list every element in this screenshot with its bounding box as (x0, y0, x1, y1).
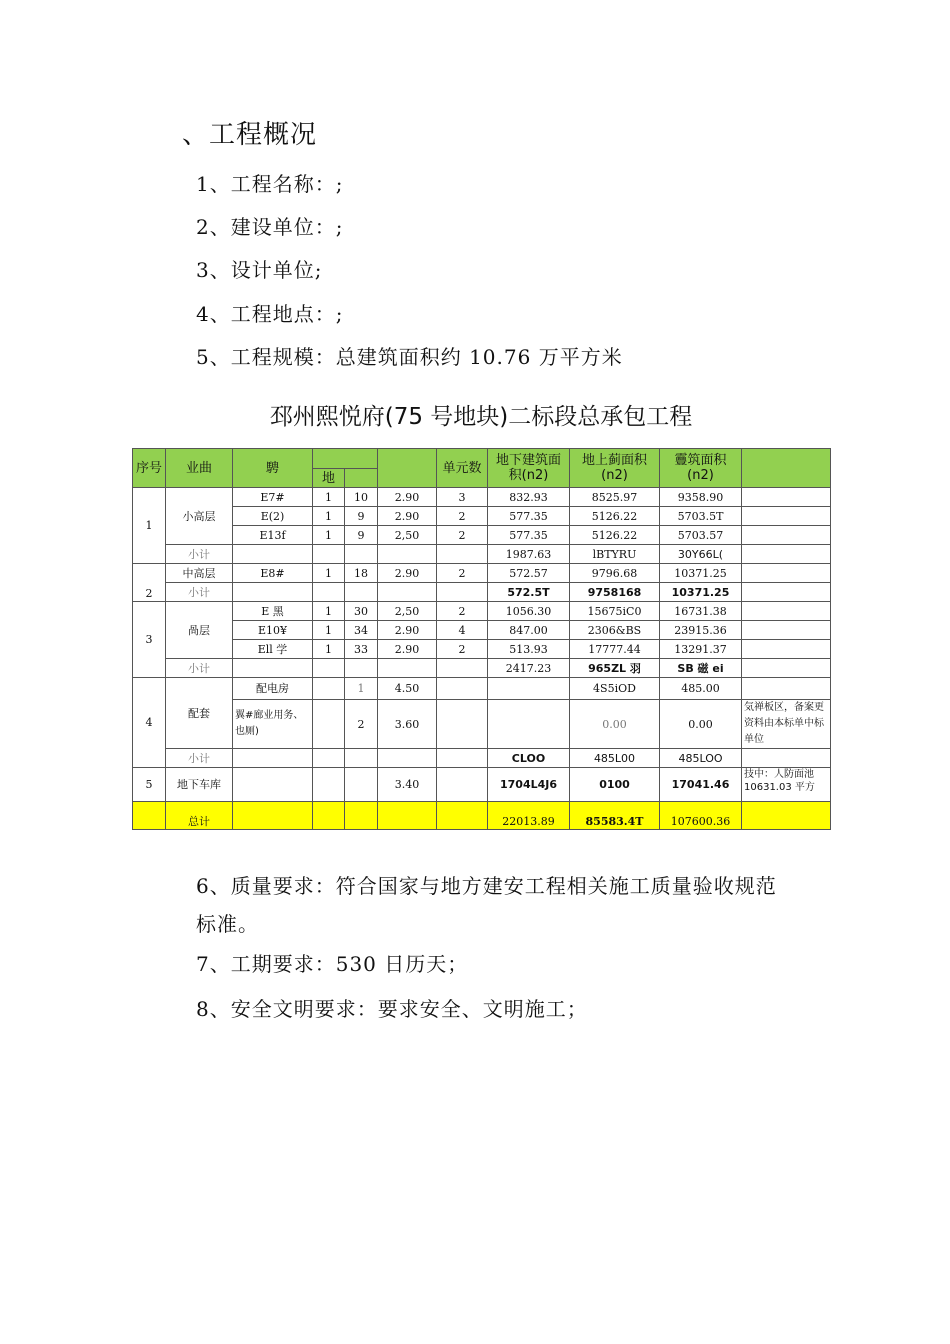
table-cell: 9758168 (570, 583, 660, 602)
table-cell: 0100 (570, 768, 660, 802)
table-cell (233, 659, 313, 678)
table-cell: 9 (345, 526, 378, 545)
table-cell (437, 678, 488, 700)
table-cell: 107600.36 (660, 802, 742, 830)
table-cell (378, 545, 437, 564)
table-cell: 16731.38 (660, 602, 742, 621)
table-cell: 1987.63 (488, 545, 570, 564)
table-row (133, 621, 831, 640)
table-row (133, 768, 831, 802)
table-cell: 33 (345, 640, 378, 659)
table-cell: 小计 (166, 659, 233, 678)
table-cell (345, 545, 378, 564)
table-cell (742, 507, 831, 526)
table-cell: 5703.5T (660, 507, 742, 526)
table-cell: 1 (313, 564, 345, 583)
table-cell: 0.00 (570, 700, 660, 749)
table-cell (313, 802, 345, 830)
table-row (133, 526, 831, 545)
header-height (378, 449, 437, 488)
item-quality: 6、质量要求：符合国家与地方建安工程相关施工质量验收规范 (196, 874, 777, 898)
table-cell (313, 678, 345, 700)
table-cell: 2 (345, 700, 378, 749)
table-cell: 832.93 (488, 488, 570, 507)
table-cell: 17777.44 (570, 640, 660, 659)
subtotal-row (133, 749, 831, 768)
header-sub-blank (345, 469, 378, 488)
table-cell (742, 621, 831, 640)
table-cell: 技中：人防面池10631.03 平方 (742, 768, 831, 802)
table-cell (378, 749, 437, 768)
table-cell: 513.93 (488, 640, 570, 659)
header-building: 騁 (233, 449, 313, 488)
table-cell (437, 583, 488, 602)
table-cell (313, 749, 345, 768)
table-cell (742, 802, 831, 830)
table-cell: 1 (313, 621, 345, 640)
table-cell: 9796.68 (570, 564, 660, 583)
table-cell: 17041.46 (660, 768, 742, 802)
table-cell (742, 749, 831, 768)
table-cell (233, 768, 313, 802)
table-cell (742, 678, 831, 700)
table-cell: 配电房 (233, 678, 313, 700)
table-cell: 485.00 (660, 678, 742, 700)
table-cell: 9 (345, 507, 378, 526)
table-cell: 13291.37 (660, 640, 742, 659)
table-cell: Ell 学 (233, 640, 313, 659)
table-cell (742, 602, 831, 621)
table-cell: 22013.89 (488, 802, 570, 830)
table-cell: 3.60 (378, 700, 437, 749)
table-cell: 5703.57 (660, 526, 742, 545)
table-cell: 中高层 (166, 564, 233, 583)
group-seq: 1 (133, 488, 166, 564)
table-cell: 30 (345, 602, 378, 621)
table-cell: 10371.25 (660, 583, 742, 602)
table-title: 邳州熙悦府(75 号地块)二标段总承包工程 (269, 404, 693, 430)
table-cell (313, 545, 345, 564)
table-cell: 9358.90 (660, 488, 742, 507)
table-cell: 2.90 (378, 640, 437, 659)
table-cell: E7# (233, 488, 313, 507)
table-cell (437, 749, 488, 768)
table-cell: 572.5T (488, 583, 570, 602)
table-cell: CLOO (488, 749, 570, 768)
table-cell: 翼#廊业用务、也厕) (233, 700, 313, 749)
table-cell: E10¥ (233, 621, 313, 640)
table-cell: 3.40 (378, 768, 437, 802)
table-cell (233, 583, 313, 602)
table-cell: 4 (133, 678, 166, 768)
table-row (133, 678, 831, 700)
table-cell: 485L00 (570, 749, 660, 768)
table-cell: 2.90 (378, 488, 437, 507)
item-scale: 5、工程规模：总建筑面积约 10.76 万平方米 (196, 345, 623, 369)
table-cell (742, 564, 831, 583)
table-cell: 1 (313, 507, 345, 526)
table-cell: 965ZL 羽 (570, 659, 660, 678)
table-cell (345, 659, 378, 678)
table-cell: 2 (437, 602, 488, 621)
table-row (133, 640, 831, 659)
table-cell: E13f (233, 526, 313, 545)
table-cell (488, 678, 570, 700)
table-cell: 4 (437, 621, 488, 640)
header-above-area: 地上蓟面积(n2) (570, 449, 660, 488)
table-cell: 0.00 (660, 700, 742, 749)
table-cell: 10371.25 (660, 564, 742, 583)
table-cell: 总计 (166, 802, 233, 830)
item-location: 4、工程地点：; (196, 302, 344, 326)
table-cell: E(2) (233, 507, 313, 526)
table-cell (233, 749, 313, 768)
table-cell (313, 659, 345, 678)
table-cell: 577.35 (488, 507, 570, 526)
table-cell (313, 700, 345, 749)
table-cell: 485LOO (660, 749, 742, 768)
table-cell: 1056.30 (488, 602, 570, 621)
item-designer: 3、设计单位; (196, 258, 323, 282)
table-cell: SB 磁 ei (660, 659, 742, 678)
table-cell (133, 802, 166, 830)
table-cell (742, 640, 831, 659)
table-row (133, 507, 831, 526)
table-cell: 5 (133, 768, 166, 802)
table-cell: 2 (133, 564, 166, 602)
table-cell (437, 802, 488, 830)
header-underground-area: 地下建筑面积(n2) (488, 449, 570, 488)
table-cell: 3 (133, 602, 166, 678)
table-row (133, 564, 831, 583)
table-cell (742, 545, 831, 564)
table-cell: 2.90 (378, 564, 437, 583)
table-cell: 小计 (166, 545, 233, 564)
table-cell: 5126.22 (570, 526, 660, 545)
table-cell: 1 (313, 488, 345, 507)
subtotal-row (133, 545, 831, 564)
table-cell: 10 (345, 488, 378, 507)
table-cell (437, 700, 488, 749)
table-cell: 地下车库 (166, 768, 233, 802)
table-cell (233, 545, 313, 564)
table-cell (345, 768, 378, 802)
table-cell (742, 488, 831, 507)
table-cell: 2 (437, 564, 488, 583)
total-row (133, 802, 831, 830)
subtotal-row (133, 583, 831, 602)
table-cell: 572.57 (488, 564, 570, 583)
table-cell (437, 659, 488, 678)
table-row (133, 602, 831, 621)
table-cell: lBTYRU (570, 545, 660, 564)
table-cell (378, 659, 437, 678)
table-cell: 気禅板区，备案更资料由本标单中标单位 (742, 700, 831, 749)
section-heading: 、工程概况 (182, 120, 318, 150)
table-cell: 2306&BS (570, 621, 660, 640)
table-cell (742, 526, 831, 545)
header-seq: 序号 (133, 449, 166, 488)
table-cell: 配套 (166, 678, 233, 749)
item-project-name: 1、工程名称：; (196, 172, 344, 196)
item-quality-cont: 标准。 (196, 912, 259, 936)
subtotal-row (133, 659, 831, 678)
table-cell (488, 700, 570, 749)
header-units: 单元数 (437, 449, 488, 488)
table-cell: 2,50 (378, 602, 437, 621)
table-cell (313, 768, 345, 802)
table-cell: 2 (437, 640, 488, 659)
table-cell: 34 (345, 621, 378, 640)
table-cell: 小计 (166, 749, 233, 768)
item-safety: 8、安全文明要求：要求安全、文明施工； (196, 997, 588, 1021)
table-cell (378, 802, 437, 830)
table-cell: 1704L4J6 (488, 768, 570, 802)
table-cell (313, 583, 345, 602)
table-cell: 2 (437, 507, 488, 526)
table-cell (378, 583, 437, 602)
table-cell: 1 (313, 640, 345, 659)
table-cell: 2.90 (378, 621, 437, 640)
group-type: 小高层 (166, 488, 233, 545)
table-cell: E8# (233, 564, 313, 583)
table-cell: 4S5iOD (570, 678, 660, 700)
table-cell (233, 802, 313, 830)
header-sub-di: 地 (313, 469, 345, 488)
table-row (133, 488, 831, 507)
table-cell: 5126.22 (570, 507, 660, 526)
header-business: 业曲 (166, 449, 233, 488)
table-cell: 3 (437, 488, 488, 507)
header-remarks (742, 449, 831, 488)
table-cell: 23915.36 (660, 621, 742, 640)
table-cell: 577.35 (488, 526, 570, 545)
table-cell: 8525.97 (570, 488, 660, 507)
table-cell: 85583.4T (570, 802, 660, 830)
table-cell: 15675iC0 (570, 602, 660, 621)
table-cell (437, 768, 488, 802)
table-cell: 30Y66L( (660, 545, 742, 564)
header-total-area: 靊筑面积(n2) (660, 449, 742, 488)
table-cell (437, 545, 488, 564)
table-cell: 2,50 (378, 526, 437, 545)
table-cell: 1 (313, 602, 345, 621)
table-cell: 小计 (166, 583, 233, 602)
table-cell: 2417.23 (488, 659, 570, 678)
project-area-table (132, 448, 831, 830)
table-cell (345, 802, 378, 830)
table-row (133, 700, 831, 749)
table-cell: 1 (345, 678, 378, 700)
table-cell: E 黑 (233, 602, 313, 621)
table-cell: 咼层 (166, 602, 233, 659)
table-cell (345, 749, 378, 768)
table-cell: 1 (313, 526, 345, 545)
table-cell (742, 583, 831, 602)
item-builder: 2、建设单位：; (196, 215, 344, 239)
table-cell (742, 659, 831, 678)
table-cell: 2.90 (378, 507, 437, 526)
table-cell: 847.00 (488, 621, 570, 640)
header-floors (313, 449, 378, 469)
table-cell: 4.50 (378, 678, 437, 700)
item-schedule: 7、工期要求：530 日历天； (196, 952, 469, 976)
table-cell: 2 (437, 526, 488, 545)
table-cell: 18 (345, 564, 378, 583)
table-cell (345, 583, 378, 602)
